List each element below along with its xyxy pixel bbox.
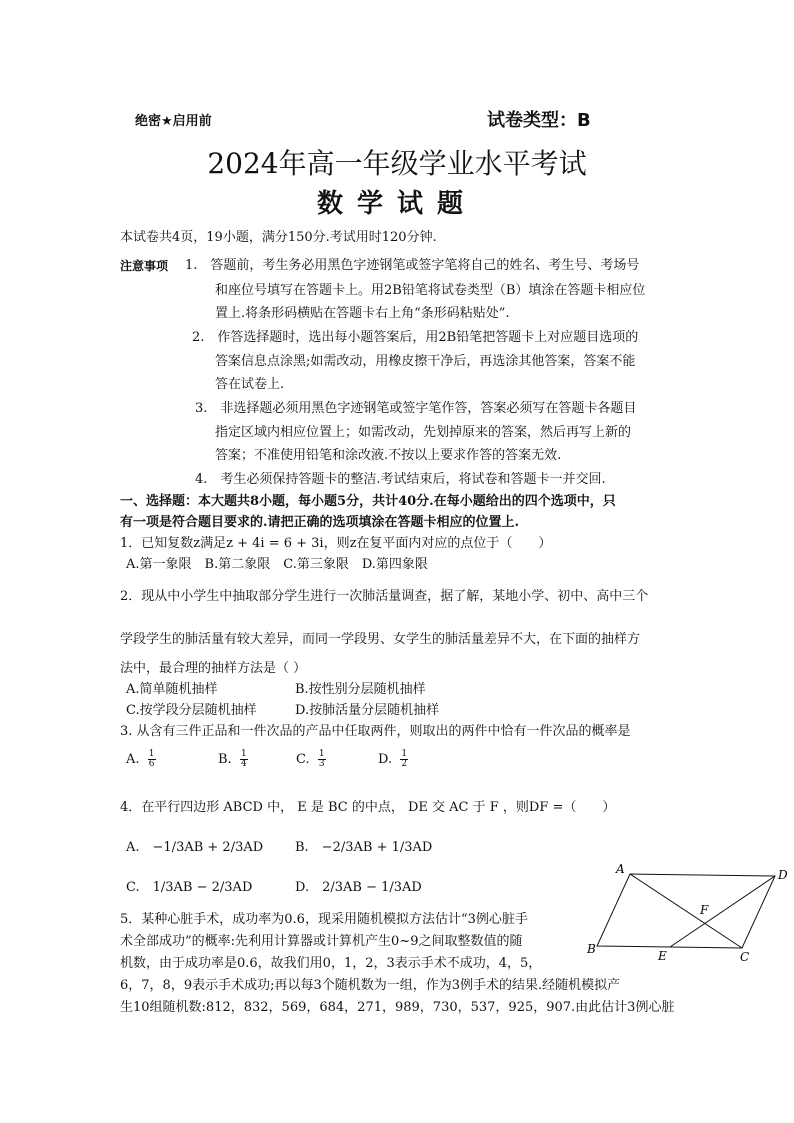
q3-fraction-c: $\frac{1}{3}$	[318, 749, 325, 769]
q5-line-e: 生10组随机数:812，832，569，684，271，989，730，537，925，907.由此估计3例心脏	[120, 1000, 675, 1015]
label-c: C	[740, 950, 750, 964]
subject-title: 数学试题	[316, 189, 477, 219]
q3-fraction-d: $\frac{1}{2}$	[401, 749, 408, 769]
section-1-heading-a: 一、选择题：本大题共8小题，每小题5分，共计40分.在每小题给出的四个选项中，只	[120, 494, 616, 509]
q4-option-a: A. −1/3AB + 2/3AD	[126, 840, 264, 855]
note-3a: 3. 非选择题必须用黑色字迹钢笔或签字笔作答，答案必须写在答题卡各题目	[195, 401, 637, 416]
q2-option-b: B.按性别分层随机抽样	[295, 682, 426, 697]
q3-fraction-b: $\frac{1}{4}$	[240, 749, 247, 769]
secret-label: 绝密★启用前	[135, 114, 212, 129]
note-2b: 答案信息点涂黑;如需改动，用橡皮擦干净后，再选涂其他答案，答案不能	[215, 354, 636, 369]
q3-option-c: C. $\frac{1}{3}$	[296, 749, 325, 769]
note-3b: 指定区域内相应位置上；如需改动，先划掉原来的答案，然后再写上新的	[215, 425, 632, 440]
notes-label: 注意事项	[120, 259, 169, 273]
q3-option-b: B. $\frac{1}{4}$	[218, 749, 247, 769]
q2-line-a: 2．现从中小学生中抽取部分学生进行一次肺活量调查，据了解，某地小学、初中、高中三个	[120, 589, 649, 604]
label-a: A	[616, 862, 625, 876]
exam-title: 2024年高一年级学业水平考试	[207, 147, 587, 180]
q4-stem: 4．在平行四边形 ABCD 中， E 是 BC 的中点， DE 交 AC 于 F ，则DF =（ ）	[120, 800, 616, 815]
q5-line-b: 术全部成功”的概率:先利用计算器或计算机产生0~9之间取整数值的随	[120, 934, 523, 949]
q3-fraction-a: $\frac{1}{6}$	[148, 749, 155, 769]
section-1-heading-b: 有一项是符合题目要求的.请把正确的选项填涂在答题卡相应的位置上.	[120, 515, 520, 530]
note-1a: 1. 答题前，考生务必用黑色字迹钢笔或签字笔将自己的姓名、考生号、考场号	[185, 258, 640, 273]
note-1b: 和座位号填写在答题卡上。用2B铅笔将试卷类型（B）填涂在答题卡相应位	[215, 283, 646, 298]
note-2a: 2. 作答选择题时，选出每小题答案后，用2B铅笔把答题卡上对应题目选项的	[192, 330, 639, 345]
note-3c: 答案；不准使用铅笔和涂改液.不按以上要求作答的答案无效.	[215, 448, 562, 463]
label-f: F	[700, 903, 709, 917]
q4-option-d: D. 2/3AB − 1/3AD	[295, 880, 422, 895]
q2-option-d: D.按肺活量分层随机抽样	[295, 703, 440, 718]
q1-options: A.第一象限 B.第二象限 C.第三象限 D.第四象限	[126, 557, 428, 572]
q2-option-c: C.按学段分层随机抽样	[126, 703, 257, 718]
q4-option-b: B. −2/3AB + 1/3AD	[295, 840, 433, 855]
q3-stem: 3. 从含有三件正品和一件次品的产品中任取两件，则取出的两件中恰有一件次品的概率是	[120, 724, 631, 739]
q4-option-c: C. 1/3AB − 2/3AD	[126, 880, 253, 895]
q3-option-d: D. $\frac{1}{2}$	[378, 749, 408, 769]
q5-line-a: 5．某种心脏手术，成功率为0.6，现采用随机模拟方法估计“3例心脏手	[120, 912, 528, 927]
note-4: 4. 考生必须保持答题卡的整洁.考试结束后，将试卷和答题卡一并交回.	[195, 472, 606, 487]
q2-option-a: A.简单随机抽样	[126, 682, 218, 697]
q5-line-c: 机数，由于成功率是0.6，故我们用0，1，2，3表示手术不成功，4，5，	[120, 956, 542, 971]
q2-line-b: 学段学生的肺活量有较大差异，而同一学段男、女学生的肺活量差异不大，在下面的抽样方	[120, 632, 641, 647]
diagonal-ac	[630, 874, 742, 948]
parallelogram-figure	[580, 860, 794, 970]
note-1c: 置上.将条形码横贴在答题卡右上角“条形码粘贴处”.	[215, 306, 510, 321]
note-2c: 答在试卷上.	[215, 377, 285, 392]
label-b: B	[587, 942, 596, 956]
q1-stem: 1．已知复数z满足z + 4i = 6 + 3i，则z在复平面内对应的点位于（ ）	[120, 536, 552, 551]
intro-text: 本试卷共4页，19小题，满分150分.考试用时120分钟.	[120, 230, 437, 245]
paper-type: 试卷类型：B	[487, 110, 591, 131]
q5-line-d: 6，7，8，9表示手术成功;再以每3个随机数为一组，作为3例手术的结果.经随机模拟产	[120, 978, 621, 993]
q3-option-a: A. $\frac{1}{6}$	[126, 749, 155, 769]
q2-line-c: 法中，最合理的抽样方法是（ ）	[120, 661, 307, 676]
label-d: D	[778, 868, 788, 882]
label-e: E	[658, 949, 667, 963]
